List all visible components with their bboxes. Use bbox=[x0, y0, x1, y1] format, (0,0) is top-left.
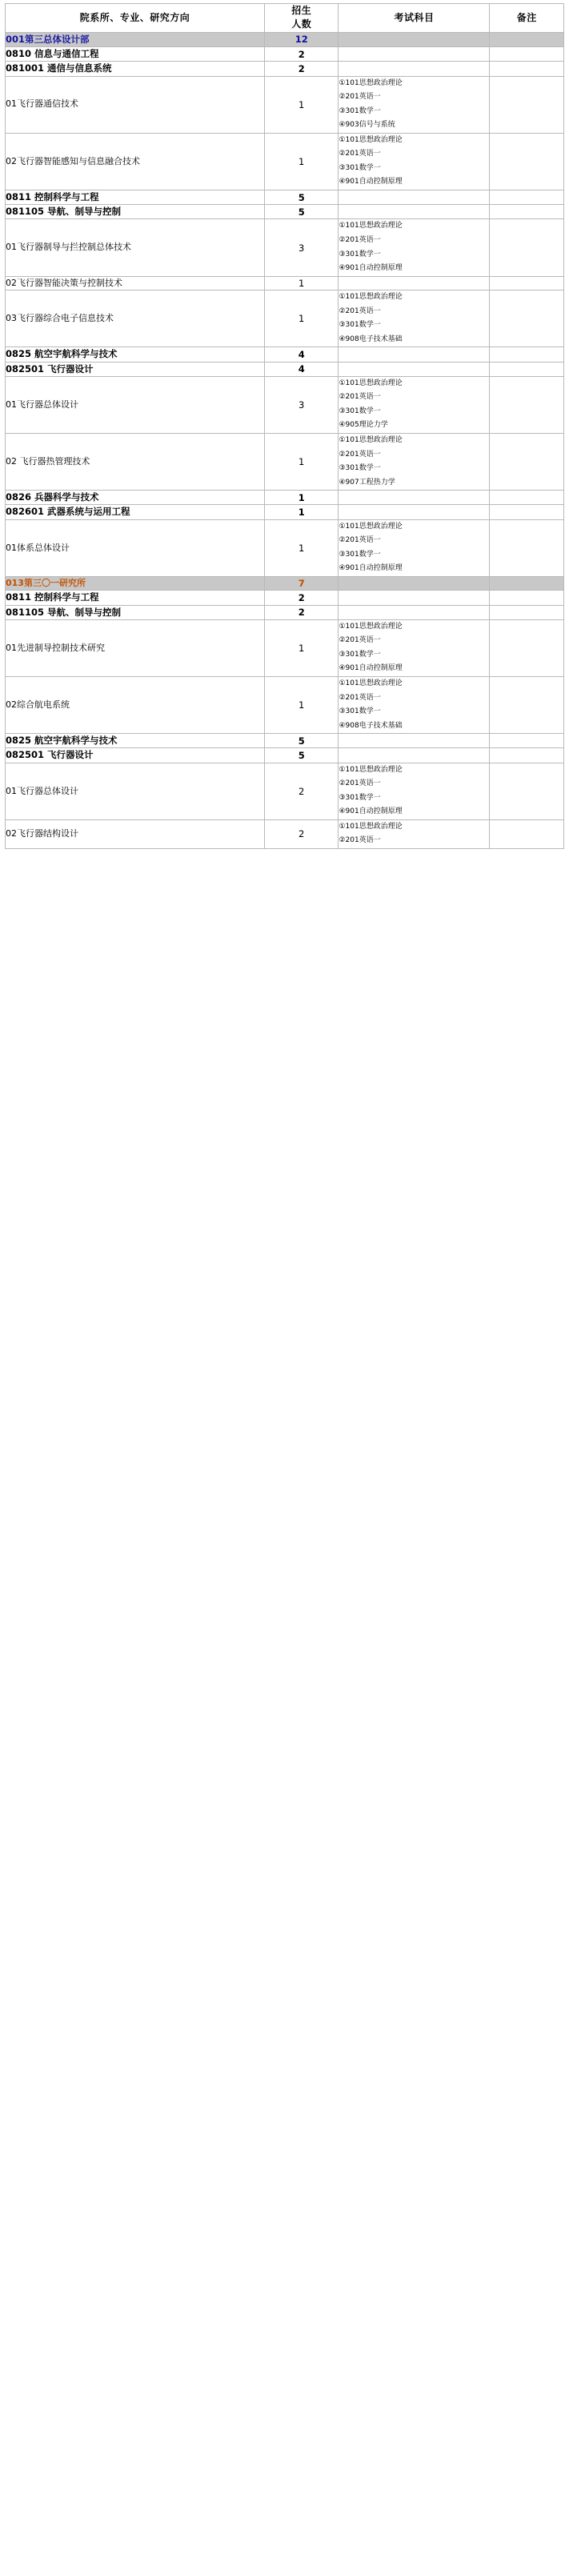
cell-quota: 2 bbox=[264, 591, 339, 605]
table-row bbox=[6, 32, 564, 46]
subject-line: ④908电子技术基础 bbox=[339, 335, 403, 343]
cell-subjects bbox=[339, 763, 490, 819]
cell-quota: 12 bbox=[264, 32, 339, 46]
subject-line: ②201英语一 bbox=[339, 150, 381, 158]
cell-direction: 02飞行器结构设计 bbox=[6, 819, 265, 848]
cell-direction: 082601 武器系统与运用工程 bbox=[6, 505, 265, 519]
cell-quota: 2 bbox=[264, 763, 339, 819]
table-row bbox=[6, 491, 564, 505]
subject-line: ②201英语一 bbox=[339, 636, 381, 645]
cell-note bbox=[490, 734, 564, 748]
cell-direction: 082501 飞行器设计 bbox=[6, 748, 265, 763]
subject-line: ②201英语一 bbox=[339, 306, 381, 315]
cell-direction: 081105 导航、制导与控制 bbox=[6, 205, 265, 219]
cell-note bbox=[490, 376, 564, 433]
subject-line: ①101思想政治理论 bbox=[339, 293, 403, 302]
cell-quota: 1 bbox=[264, 619, 339, 676]
cell-quota: 2 bbox=[264, 819, 339, 848]
cell-note bbox=[490, 576, 564, 591]
admissions-table-sheet bbox=[0, 0, 569, 857]
cell-note bbox=[490, 605, 564, 619]
cell-quota: 3 bbox=[264, 219, 339, 276]
cell-subjects bbox=[339, 32, 490, 46]
subject-line: ④901自动控制原理 bbox=[339, 564, 403, 573]
cell-subjects bbox=[339, 619, 490, 676]
subject-line: ③301数学一 bbox=[339, 464, 381, 473]
subject-line: ①101思想政治理论 bbox=[339, 135, 403, 144]
subject-line: ②201英语一 bbox=[339, 693, 381, 702]
subject-line: ③301数学一 bbox=[339, 250, 381, 258]
cell-quota: 5 bbox=[264, 734, 339, 748]
cell-direction: 081001 通信与信息系统 bbox=[6, 62, 265, 76]
cell-note bbox=[490, 276, 564, 290]
cell-subjects bbox=[339, 347, 490, 362]
header-quota bbox=[264, 4, 339, 33]
cell-note bbox=[490, 190, 564, 204]
cell-subjects bbox=[339, 677, 490, 734]
cell-quota: 4 bbox=[264, 347, 339, 362]
table-row bbox=[6, 376, 564, 433]
subject-line: ③301数学一 bbox=[339, 550, 381, 559]
table-row bbox=[6, 576, 564, 591]
cell-direction: 01飞行器总体设计 bbox=[6, 376, 265, 433]
subject-line: ③301数学一 bbox=[339, 650, 381, 659]
cell-note bbox=[490, 347, 564, 362]
cell-note bbox=[490, 619, 564, 676]
cell-direction: 02综合航电系统 bbox=[6, 677, 265, 734]
cell-subjects bbox=[339, 205, 490, 219]
cell-direction: 0825 航空宇航科学与技术 bbox=[6, 347, 265, 362]
cell-note bbox=[490, 47, 564, 62]
cell-direction: 01飞行器总体设计 bbox=[6, 763, 265, 819]
cell-note bbox=[490, 32, 564, 46]
cell-direction: 0810 信息与通信工程 bbox=[6, 47, 265, 62]
cell-subjects bbox=[339, 190, 490, 204]
subject-line: ②201英语一 bbox=[339, 779, 381, 788]
cell-note bbox=[490, 748, 564, 763]
cell-quota: 5 bbox=[264, 748, 339, 763]
subject-line: ③301数学一 bbox=[339, 793, 381, 802]
admissions-table bbox=[5, 3, 564, 849]
subject-line: ①101思想政治理论 bbox=[339, 78, 403, 87]
subject-line: ③301数学一 bbox=[339, 321, 381, 330]
cell-subjects bbox=[339, 505, 490, 519]
header-quota-line1: 招生 bbox=[291, 5, 312, 16]
table-row bbox=[6, 76, 564, 133]
cell-subjects bbox=[339, 491, 490, 505]
cell-direction: 001第三总体设计部 bbox=[6, 32, 265, 46]
cell-quota: 1 bbox=[264, 677, 339, 734]
subject-line: ②201英语一 bbox=[339, 450, 381, 459]
cell-direction: 013第三〇一研究所 bbox=[6, 576, 265, 591]
cell-subjects bbox=[339, 605, 490, 619]
cell-note bbox=[490, 491, 564, 505]
subject-line: ②201英语一 bbox=[339, 235, 381, 244]
cell-note bbox=[490, 62, 564, 76]
cell-note bbox=[490, 219, 564, 276]
cell-subjects bbox=[339, 433, 490, 490]
cell-note bbox=[490, 290, 564, 347]
cell-quota: 1 bbox=[264, 491, 339, 505]
table-row bbox=[6, 276, 564, 290]
header-direction: 院系所、专业、研究方向 bbox=[6, 4, 265, 33]
subject-line: ②201英语一 bbox=[339, 393, 381, 402]
table-row bbox=[6, 205, 564, 219]
subject-line: ④901自动控制原理 bbox=[339, 664, 403, 673]
cell-note bbox=[490, 677, 564, 734]
cell-quota: 2 bbox=[264, 47, 339, 62]
table-row bbox=[6, 133, 564, 190]
cell-subjects bbox=[339, 748, 490, 763]
cell-subjects bbox=[339, 362, 490, 376]
subject-line: ②201英语一 bbox=[339, 536, 381, 545]
cell-subjects bbox=[339, 576, 490, 591]
header-note: 备注 bbox=[490, 4, 564, 33]
table-row bbox=[6, 433, 564, 490]
subject-line: ③301数学一 bbox=[339, 106, 381, 115]
cell-quota: 4 bbox=[264, 362, 339, 376]
cell-quota: 1 bbox=[264, 433, 339, 490]
cell-quota: 5 bbox=[264, 205, 339, 219]
subject-line: ①101思想政治理论 bbox=[339, 522, 403, 531]
cell-note bbox=[490, 519, 564, 576]
table-row bbox=[6, 763, 564, 819]
cell-subjects bbox=[339, 734, 490, 748]
cell-direction: 02飞行器智能感知与信息融合技术 bbox=[6, 133, 265, 190]
cell-subjects bbox=[339, 47, 490, 62]
table-row bbox=[6, 591, 564, 605]
cell-direction: 01先进制导控制技术研究 bbox=[6, 619, 265, 676]
cell-direction: 01飞行器制导与拦控制总体技术 bbox=[6, 219, 265, 276]
cell-direction: 01飞行器通信技术 bbox=[6, 76, 265, 133]
subject-line: ①101思想政治理论 bbox=[339, 379, 403, 387]
subject-line: ①101思想政治理论 bbox=[339, 679, 403, 688]
table-header-row bbox=[6, 4, 564, 33]
cell-note bbox=[490, 505, 564, 519]
table-row bbox=[6, 748, 564, 763]
subject-line: ①101思想政治理论 bbox=[339, 622, 403, 631]
table-row bbox=[6, 347, 564, 362]
cell-note bbox=[490, 591, 564, 605]
cell-subjects bbox=[339, 219, 490, 276]
cell-direction: 0826 兵器科学与技术 bbox=[6, 491, 265, 505]
cell-subjects bbox=[339, 290, 490, 347]
cell-quota: 7 bbox=[264, 576, 339, 591]
cell-note bbox=[490, 205, 564, 219]
table-row bbox=[6, 734, 564, 748]
cell-quota: 3 bbox=[264, 376, 339, 433]
subject-line: ③301数学一 bbox=[339, 163, 381, 172]
cell-direction: 081105 导航、制导与控制 bbox=[6, 605, 265, 619]
subject-line: ④908电子技术基础 bbox=[339, 721, 403, 730]
cell-note bbox=[490, 763, 564, 819]
cell-quota: 1 bbox=[264, 76, 339, 133]
cell-note bbox=[490, 433, 564, 490]
cell-quota: 1 bbox=[264, 519, 339, 576]
table-row bbox=[6, 190, 564, 204]
table-row bbox=[6, 62, 564, 76]
cell-subjects bbox=[339, 133, 490, 190]
table-row bbox=[6, 219, 564, 276]
subject-line: ④901自动控制原理 bbox=[339, 264, 403, 273]
table-row bbox=[6, 47, 564, 62]
cell-direction: 01体系总体设计 bbox=[6, 519, 265, 576]
table-row bbox=[6, 290, 564, 347]
table-row bbox=[6, 819, 564, 848]
cell-direction: 0811 控制科学与工程 bbox=[6, 190, 265, 204]
table-row bbox=[6, 605, 564, 619]
cell-subjects bbox=[339, 591, 490, 605]
table-body bbox=[6, 4, 564, 849]
subject-line: ④901自动控制原理 bbox=[339, 807, 403, 816]
table-row bbox=[6, 519, 564, 576]
subject-line: ①101思想政治理论 bbox=[339, 822, 403, 831]
table-row bbox=[6, 619, 564, 676]
cell-direction: 02飞行器智能决策与控制技术 bbox=[6, 276, 265, 290]
cell-subjects bbox=[339, 519, 490, 576]
cell-quota: 1 bbox=[264, 290, 339, 347]
cell-direction: 0825 航空宇航科学与技术 bbox=[6, 734, 265, 748]
cell-note bbox=[490, 819, 564, 848]
subject-line: ④903信号与系统 bbox=[339, 121, 395, 130]
cell-direction: 02 飞行器热管理技术 bbox=[6, 433, 265, 490]
table-row bbox=[6, 505, 564, 519]
cell-quota: 1 bbox=[264, 505, 339, 519]
cell-note bbox=[490, 76, 564, 133]
subject-line: ④901自动控制原理 bbox=[339, 178, 403, 186]
header-subjects: 考试科目 bbox=[339, 4, 490, 33]
table-row bbox=[6, 362, 564, 376]
subject-line: ③301数学一 bbox=[339, 407, 381, 415]
subject-line: ①101思想政治理论 bbox=[339, 435, 403, 444]
cell-subjects bbox=[339, 76, 490, 133]
cell-quota: 2 bbox=[264, 62, 339, 76]
cell-subjects bbox=[339, 276, 490, 290]
cell-subjects bbox=[339, 819, 490, 848]
subject-line: ①101思想政治理论 bbox=[339, 222, 403, 230]
subject-line: ②201英语一 bbox=[339, 836, 381, 845]
subject-line: ①101思想政治理论 bbox=[339, 765, 403, 774]
header-quota-line2: 人数 bbox=[291, 18, 312, 30]
subject-line: ④907工程热力学 bbox=[339, 478, 395, 487]
cell-direction: 082501 飞行器设计 bbox=[6, 362, 265, 376]
cell-note bbox=[490, 362, 564, 376]
cell-subjects bbox=[339, 376, 490, 433]
cell-direction: 0811 控制科学与工程 bbox=[6, 591, 265, 605]
cell-quota: 5 bbox=[264, 190, 339, 204]
subject-line: ④905理论力学 bbox=[339, 421, 388, 430]
cell-quota: 1 bbox=[264, 276, 339, 290]
cell-note bbox=[490, 133, 564, 190]
cell-quota: 2 bbox=[264, 605, 339, 619]
cell-quota: 1 bbox=[264, 133, 339, 190]
cell-subjects bbox=[339, 62, 490, 76]
cell-direction: 03飞行器综合电子信息技术 bbox=[6, 290, 265, 347]
subject-line: ②201英语一 bbox=[339, 93, 381, 102]
table-row bbox=[6, 677, 564, 734]
subject-line: ③301数学一 bbox=[339, 707, 381, 716]
